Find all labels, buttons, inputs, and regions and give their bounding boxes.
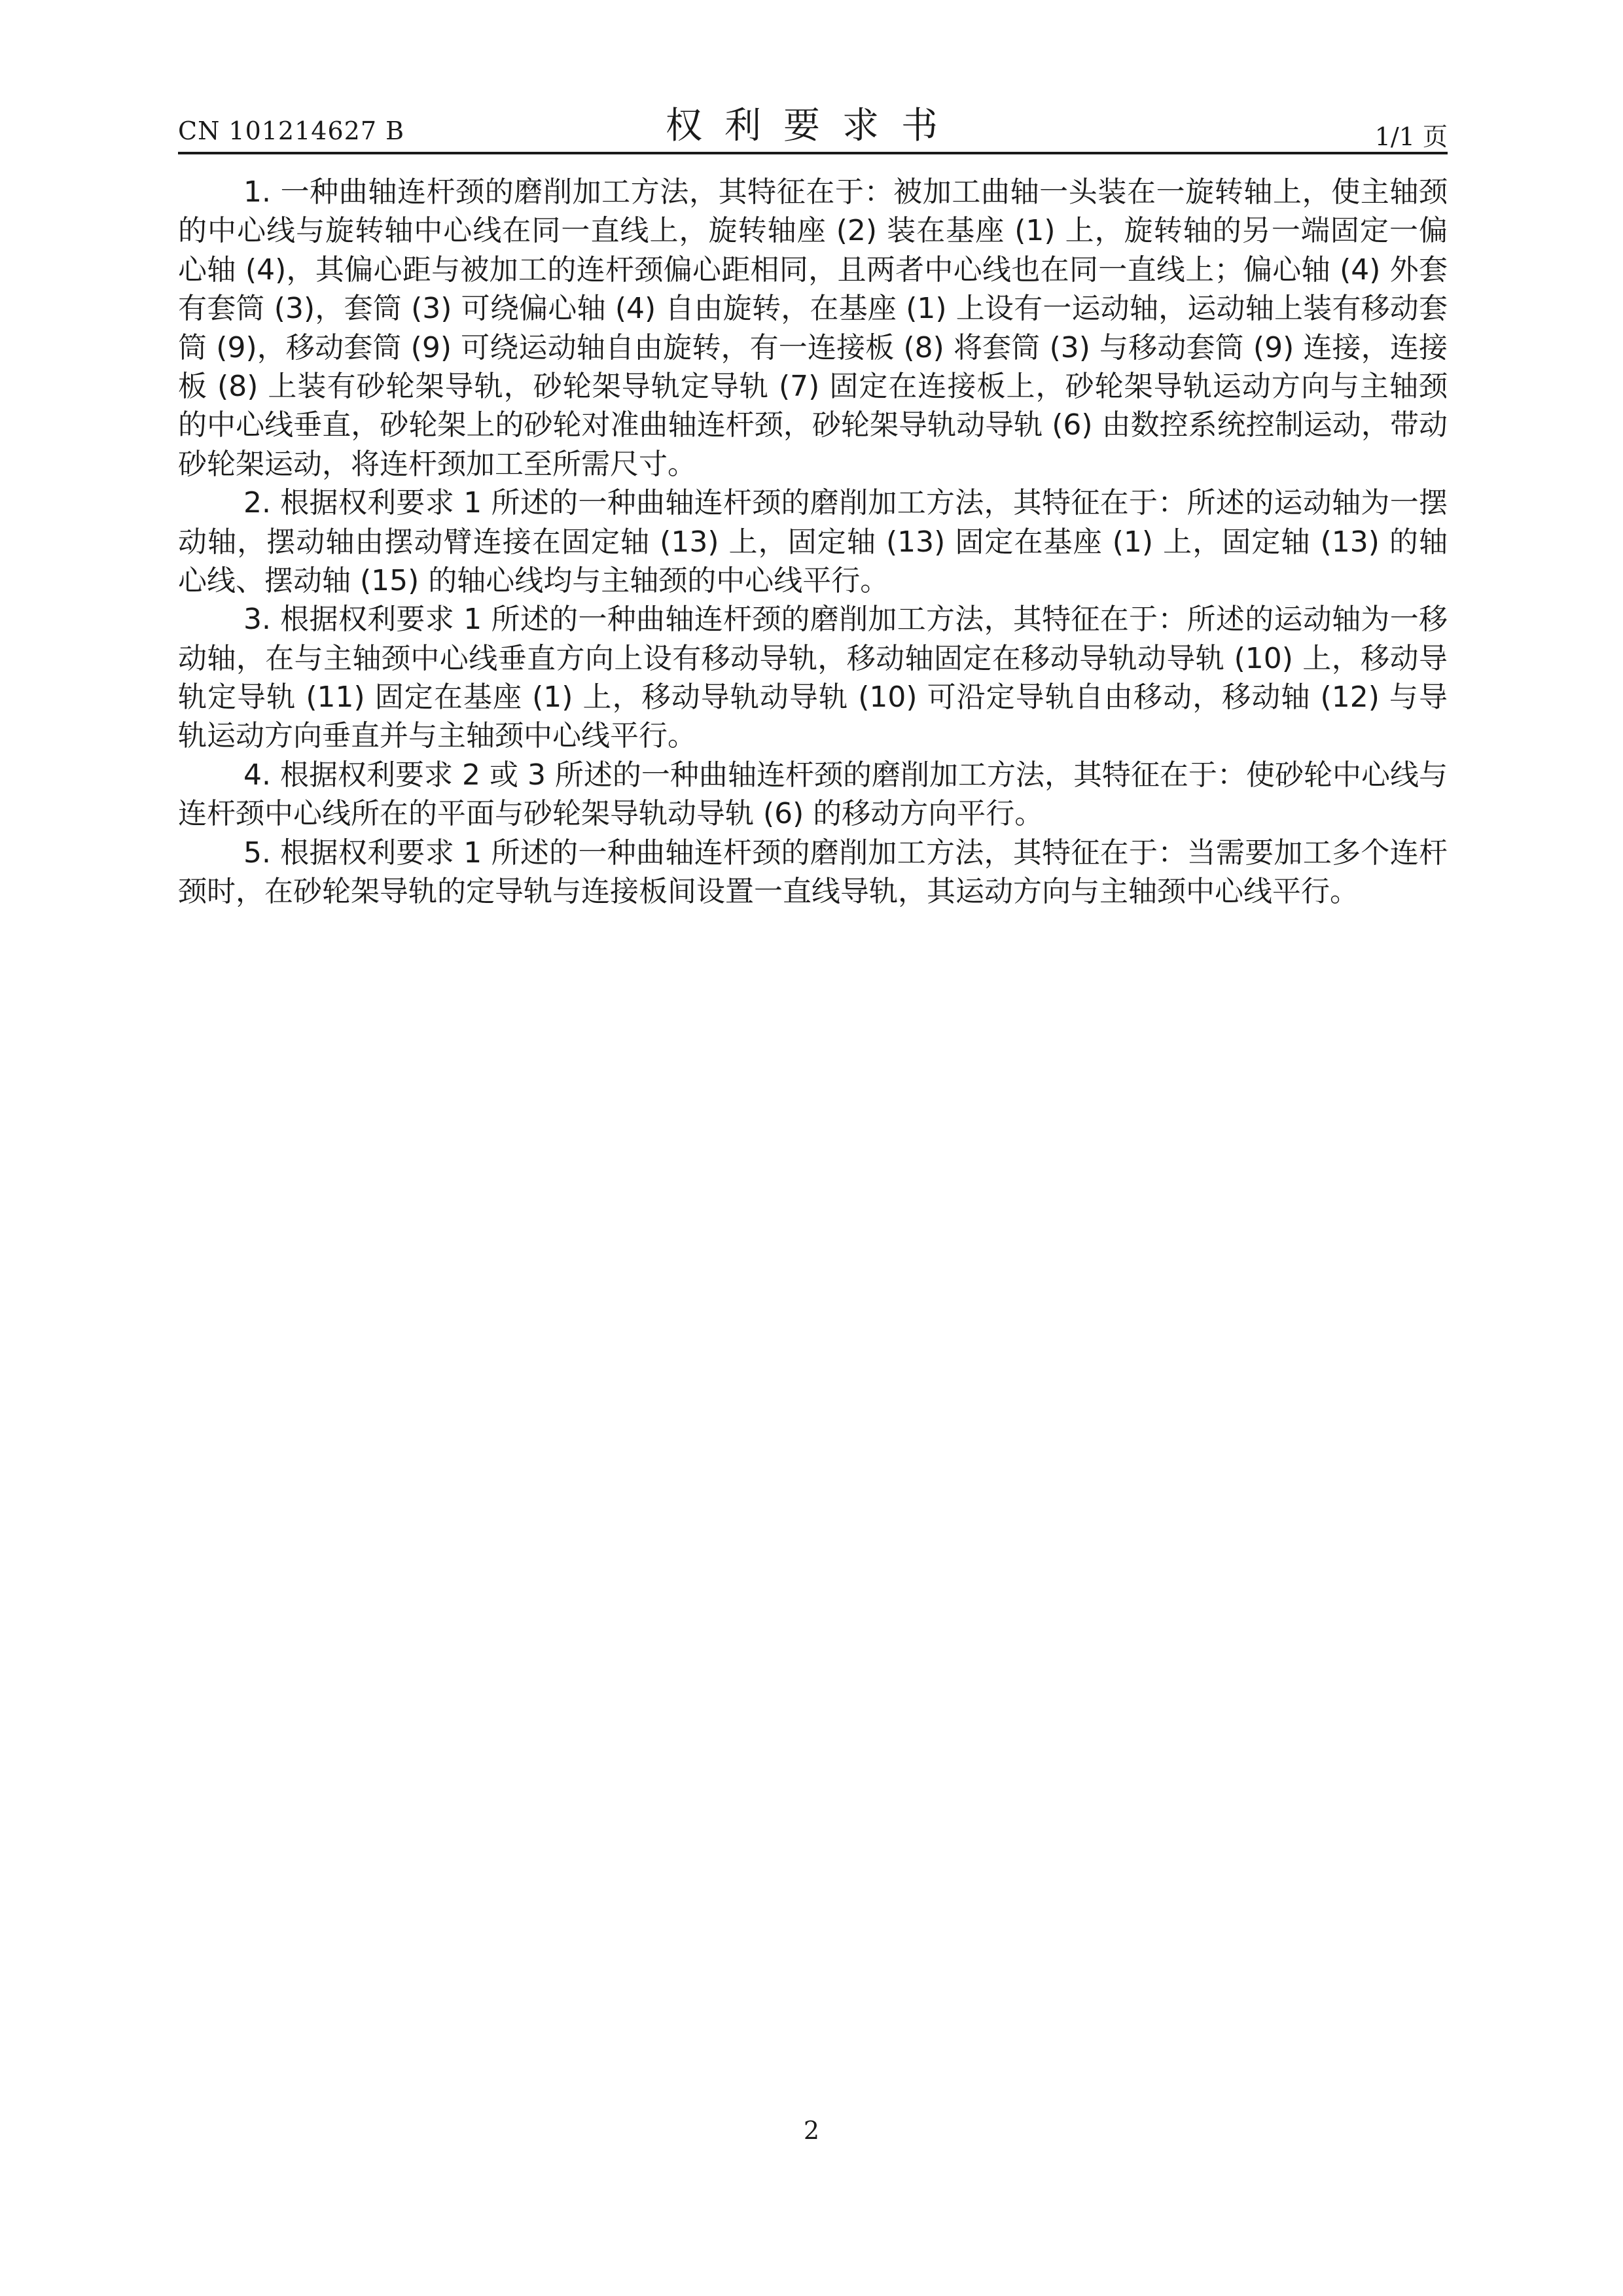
claim-4: 4. 根据权利要求 2 或 3 所述的一种曲轴连杆颈的磨削加工方法，其特征在于：使砂轮中心线与连杆颈中心线所在的平面与砂轮架导轨动导轨 (6) 的移动方向平行。 [178, 758, 1448, 831]
document-title: 权利要求书 [666, 105, 960, 147]
claim-5: 5. 根据权利要求 1 所述的一种曲轴连杆颈的磨削加工方法，其特征在于：当需要加工多个连杆颈时，在砂轮架导轨的定导轨与连接板间设置一直线导轨，其运动方向与主轴颈中心线平行。 [178, 836, 1448, 909]
claim-3: 3. 根据权利要求 1 所述的一种曲轴连杆颈的磨削加工方法，其特征在于：所述的运动轴为一移动轴，在与主轴颈中心线垂直方向上设有移动导轨，移动轴固定在移动导轨动导轨 (10) 上，移动导轨定导轨 (11) 固定在基座 (1) 上，移动导轨动导轨 (10) 可沿定导轨自由移动，移动轴 (12) 与导轨运动方向垂直并与主轴颈中心线平行。 [178, 603, 1448, 753]
claim-1: 1. 一种曲轴连杆颈的磨削加工方法，其特征在于：被加工曲轴一头装在一旋转轴上，使主轴颈的中心线与旋转轴中心线在同一直线上，旋转轴座 (2) 装在基座 (1) 上，旋转轴的另一端固定一偏心轴 (4)，其偏心距与被加工的连杆颈偏心距相同，且两者中心线也在同一直线上；偏心轴 (4) 外套有套筒 (3)，套筒 (3) 可绕偏心轴 (4) 自由旋转，在基座 (1) 上设有一运动轴，运动轴上装有移动套筒 (9)，移动套筒 (9) 可绕运动轴自由旋转，有一连接板 (8) 将套筒 (3) 与移动套筒 (9) 连接，连接板 (8) 上装有砂轮架导轨，砂轮架导轨定导轨 (7) 固定在连接板上，砂轮架导轨运动方向与主轴颈的中心线垂直，砂轮架上的砂轮对准曲轴连杆颈，砂轮架导轨动导轨 (6) 由数控系统控制运动，带动砂轮架运动，将连杆颈加工至所需尺寸。 [178, 175, 1448, 481]
claims-body [178, 173, 1448, 1285]
header-divider [178, 152, 1448, 154]
page-indicator: 1/1 页 [1374, 122, 1448, 151]
page-header [178, 97, 1448, 154]
document-number: CN 101214627 B [178, 116, 404, 145]
footer-page-number: 2 [803, 2116, 820, 2145]
claim-2: 2. 根据权利要求 1 所述的一种曲轴连杆颈的磨削加工方法，其特征在于：所述的运动轴为一摆动轴，摆动轴由摆动臂连接在固定轴 (13) 上，固定轴 (13) 固定在基座 (1) 上，固定轴 (13) 的轴心线、摆动轴 (15) 的轴心线均与主轴颈的中心线平行。 [178, 486, 1448, 597]
